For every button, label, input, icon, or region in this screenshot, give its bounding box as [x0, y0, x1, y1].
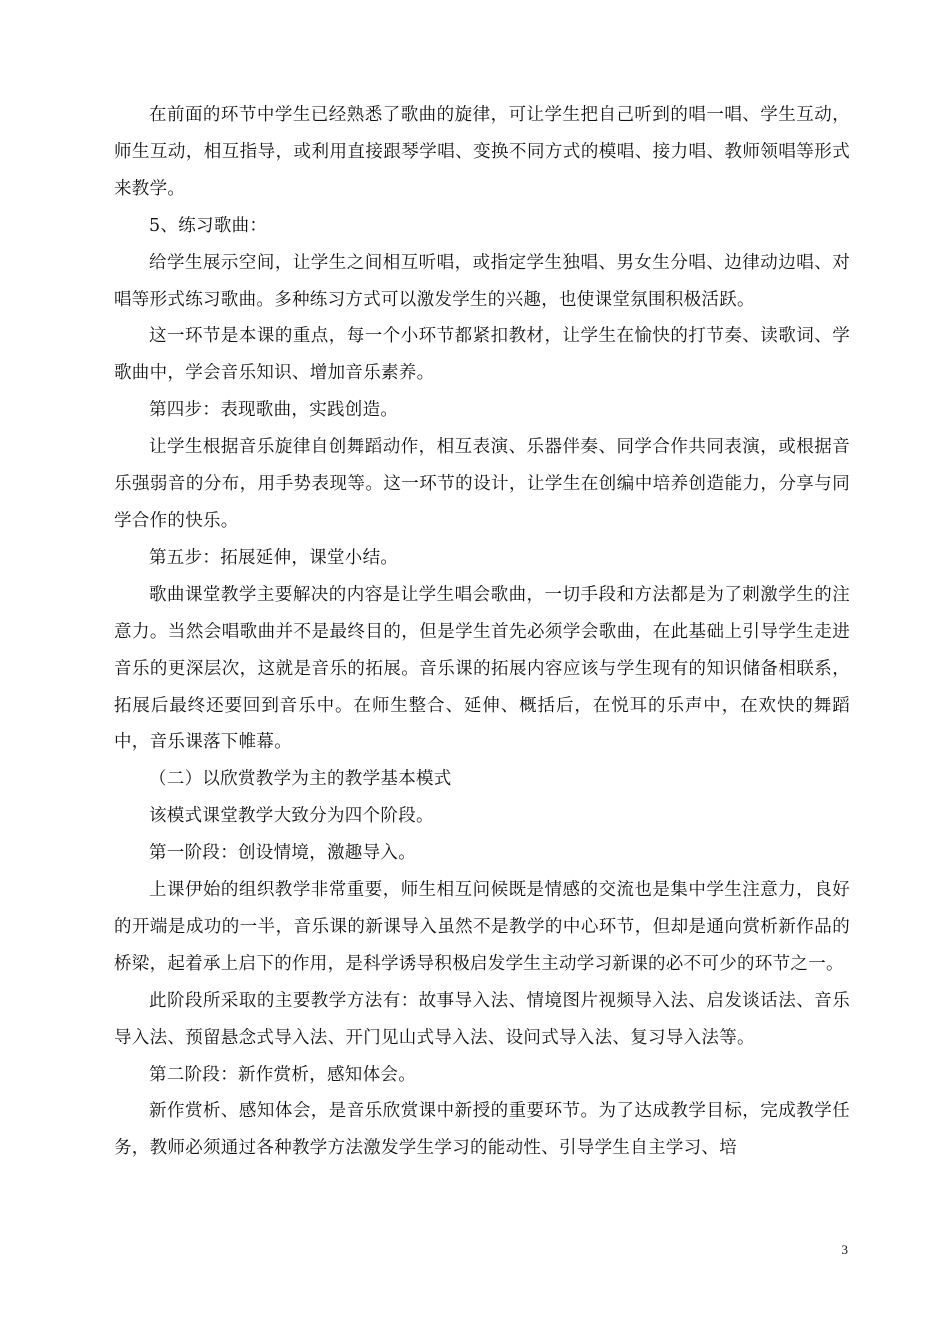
- paragraph-10: 该模式课堂教学大致分为四个阶段。: [149, 806, 434, 827]
- body-text: [114, 97, 850, 1167]
- paragraph-5-heading-step-four: 第四步：表现歌曲，实践创造。: [149, 400, 399, 421]
- paragraph-6: 让学生根据音乐旋律自创舞蹈动作，相互表演、乐器伴奏、同学合作共同表演，或根据音乐强弱音的分布，用手势表现等。这一环节的设计，让学生在创编中培养创造能力，分享与同学合作的快乐。: [114, 437, 850, 531]
- paragraph-13: 此阶段所采取的主要教学方法有：故事导入法、情境图片视频导入法、启发谈话法、音乐导入法、预留悬念式导入法、开门见山式导入法、设问式导入法、复习导入法等。: [114, 990, 850, 1048]
- paragraph-7-heading-step-five: 第五步：拓展延伸，课堂小结。: [149, 547, 399, 568]
- paragraph-14-heading-stage-two: 第二阶段：新作赏析，感知体会。: [149, 1064, 416, 1085]
- paragraph-9-heading-section-two: （二）以欣赏教学为主的教学基本模式: [149, 769, 452, 790]
- paragraph-12: 上课伊始的组织教学非常重要，师生相互问候既是情感的交流也是集中学生注意力，良好的开端是成功的一半，音乐课的新课导入虽然不是教学的中心环节，但却是通向赏析新作品的桥梁，起着承上启下的作用，是科学诱导积极启发学生主动学习新课的必不可少的环节之一。: [114, 880, 850, 974]
- paragraph-3: 给学生展示空间，让学生之间相互听唱，或指定学生独唱、男女生分唱、边律动边唱、对唱等形式练习歌曲。多种练习方式可以激发学生的兴趣，也使课堂氛围积极活跃。: [114, 252, 850, 310]
- paragraph-11-heading-stage-one: 第一阶段：创设情境，激趣导入。: [149, 843, 416, 864]
- paragraph-15: 新作赏析、感知体会，是音乐欣赏课中新授的重要环节。为了达成教学目标，完成教学任务，教师必须通过各种教学方法激发学生学习的能动性、引导学生自主学习、培: [114, 1101, 850, 1159]
- paragraph-1: 在前面的环节中学生已经熟悉了歌曲的旋律，可让学生把自己听到的唱一唱、学生互动，师生互动，相互指导，或利用直接跟琴学唱、变换不同方式的模唱、接力唱、教师领唱等形式来教学。: [114, 105, 850, 199]
- paragraph-2-heading-practice-song: 5、练习歌曲：: [149, 215, 268, 236]
- paragraph-4: 这一环节是本课的重点，每一个小环节都紧扣教材，让学生在愉快的打节奏、读歌词、学歌曲中，学会音乐知识、增加音乐素养。: [114, 326, 850, 384]
- page-number: 3: [841, 1242, 848, 1257]
- paragraph-8: 歌曲课堂教学主要解决的内容是让学生唱会歌曲，一切手段和方法都是为了刺激学生的注意力。当然会唱歌曲并不是最终目的，但是学生首先必须学会歌曲，在此基础上引导学生走进音乐的更深层次，这就是音乐的拓展。音乐课的拓展内容应该与学生现有的知识储备相联系，拓展后最终还要回到音乐中。在师生整合、延伸、概括后，在悦耳的乐声中，在欢快的舞蹈中，音乐课落下帷幕。: [114, 584, 850, 753]
